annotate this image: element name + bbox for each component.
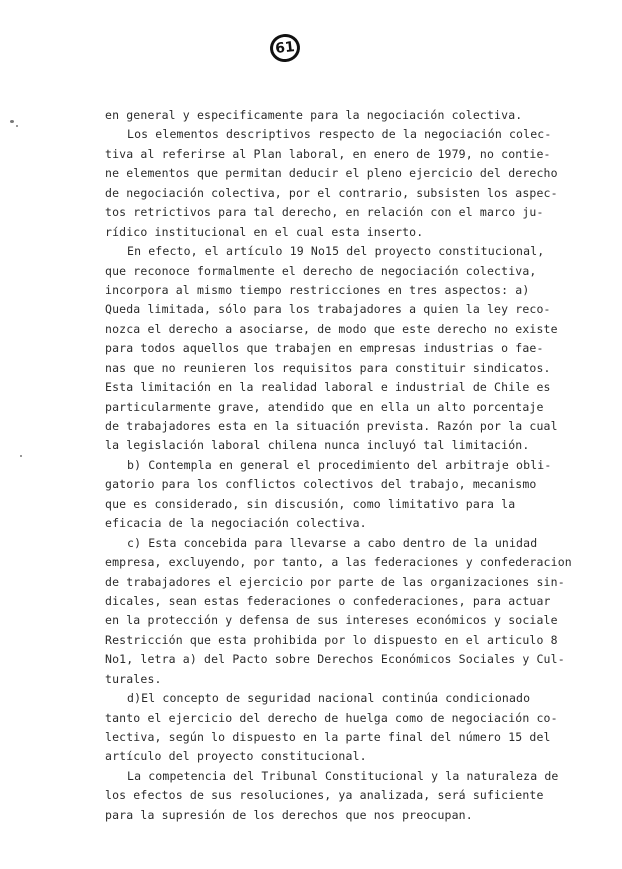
- text-line: Los elementos descriptivos respecto de la negociación colec-: [127, 127, 552, 142]
- text-line: ne elementos que permitan deducir el pleno ejercicio del derecho: [105, 166, 558, 181]
- text-line: particularmente grave, atendido que en ella un alto porcentaje: [105, 399, 544, 414]
- text-line: dicales, sean estas federaciones o confederaciones, para actuar: [105, 593, 551, 608]
- text-line: nozca el derecho a asociarse, de modo que este derecho no existe: [105, 321, 558, 336]
- text-line: de negociación colectiva, por el contrario, subsisten los aspec-: [105, 185, 558, 200]
- text-line: que es considerado, sin discusión, como limitativo para la: [105, 496, 516, 511]
- text-line: de trabajadores esta en la situación prevista. Razón por la cual: [105, 419, 558, 433]
- text-line: nas que no reunieren los requisitos para constituir sindicatos.: [105, 360, 551, 375]
- scan-speck: [20, 455, 22, 457]
- text-line: los efectos de sus resoluciones, ya analizada, será suficiente: [105, 788, 544, 803]
- scan-speck: [16, 125, 18, 127]
- text-line: empresa, excluyendo, por tanto, a las federaciones y confederacion: [105, 555, 572, 570]
- text-line: en la protección y defensa de sus intereses económicos y sociale: [105, 613, 558, 628]
- text-line: En efecto, el artículo 19 No15 del proyecto constitucional,: [127, 244, 545, 259]
- text-line: No1, letra a) del Pacto sobre Derechos Económicos Sociales y Cul-: [105, 652, 565, 667]
- page-number-stamp: 61: [269, 33, 302, 64]
- scan-speck: [10, 120, 14, 123]
- text-line: Queda limitada, sólo para los trabajadores a quien la ley reco-: [105, 302, 551, 317]
- text-line: c) Esta concebida para llevarse a cabo dentro de la unidad: [127, 535, 538, 550]
- document-body: [105, 106, 622, 825]
- text-line: tiva al referirse al Plan laboral, en enero de 1979, no contie-: [105, 146, 551, 161]
- text-line: lectiva, según lo dispuesto en la parte final del número 15 del: [105, 730, 551, 744]
- text-line: Restricción que esta prohibida por lo dispuesto en el articulo 8: [105, 632, 558, 647]
- text-line: en general y especificamente para la negociación colectiva.: [105, 108, 523, 122]
- text-line: incorpora al mismo tiempo restricciones en tres aspectos: a): [105, 282, 530, 297]
- text-line: gatorio para los conflictos colectivos del trabajo, mecanismo: [105, 477, 537, 492]
- text-line: la legislación laboral chilena nunca incluyó tal limitación.: [105, 438, 530, 453]
- text-line: para todos aquellos que trabajen en empresas industrias o fae-: [105, 341, 544, 356]
- text-line: que reconoce formalmente el derecho de negociación colectiva,: [105, 263, 537, 278]
- text-line: Esta limitación en la realidad laboral e industrial de Chile es: [105, 380, 551, 395]
- text-line: para la supresión de los derechos que nos preocupan.: [105, 807, 473, 822]
- text-line: rídico institucional en el cual esta inserto.: [105, 224, 424, 239]
- text-line: La competencia del Tribunal Constitucional y la naturaleza de: [127, 768, 559, 783]
- text-line: tos retrictivos para tal derecho, en relación con el marco ju-: [105, 205, 544, 220]
- text-line: de trabajadores el ejercicio por parte de las organizaciones sin-: [105, 574, 565, 589]
- text-line: b) Contempla en general el procedimiento del arbitraje obli-: [127, 457, 552, 472]
- text-line: d)El concepto de seguridad nacional continúa condicionado: [127, 691, 531, 706]
- text-line: tanto el ejercicio del derecho de huelga como de negociación co-: [105, 710, 558, 725]
- text-line: artículo del proyecto constitucional.: [105, 749, 367, 764]
- text-line: eficacia de la negociación colectiva.: [105, 516, 367, 531]
- text-line: turales.: [105, 671, 162, 686]
